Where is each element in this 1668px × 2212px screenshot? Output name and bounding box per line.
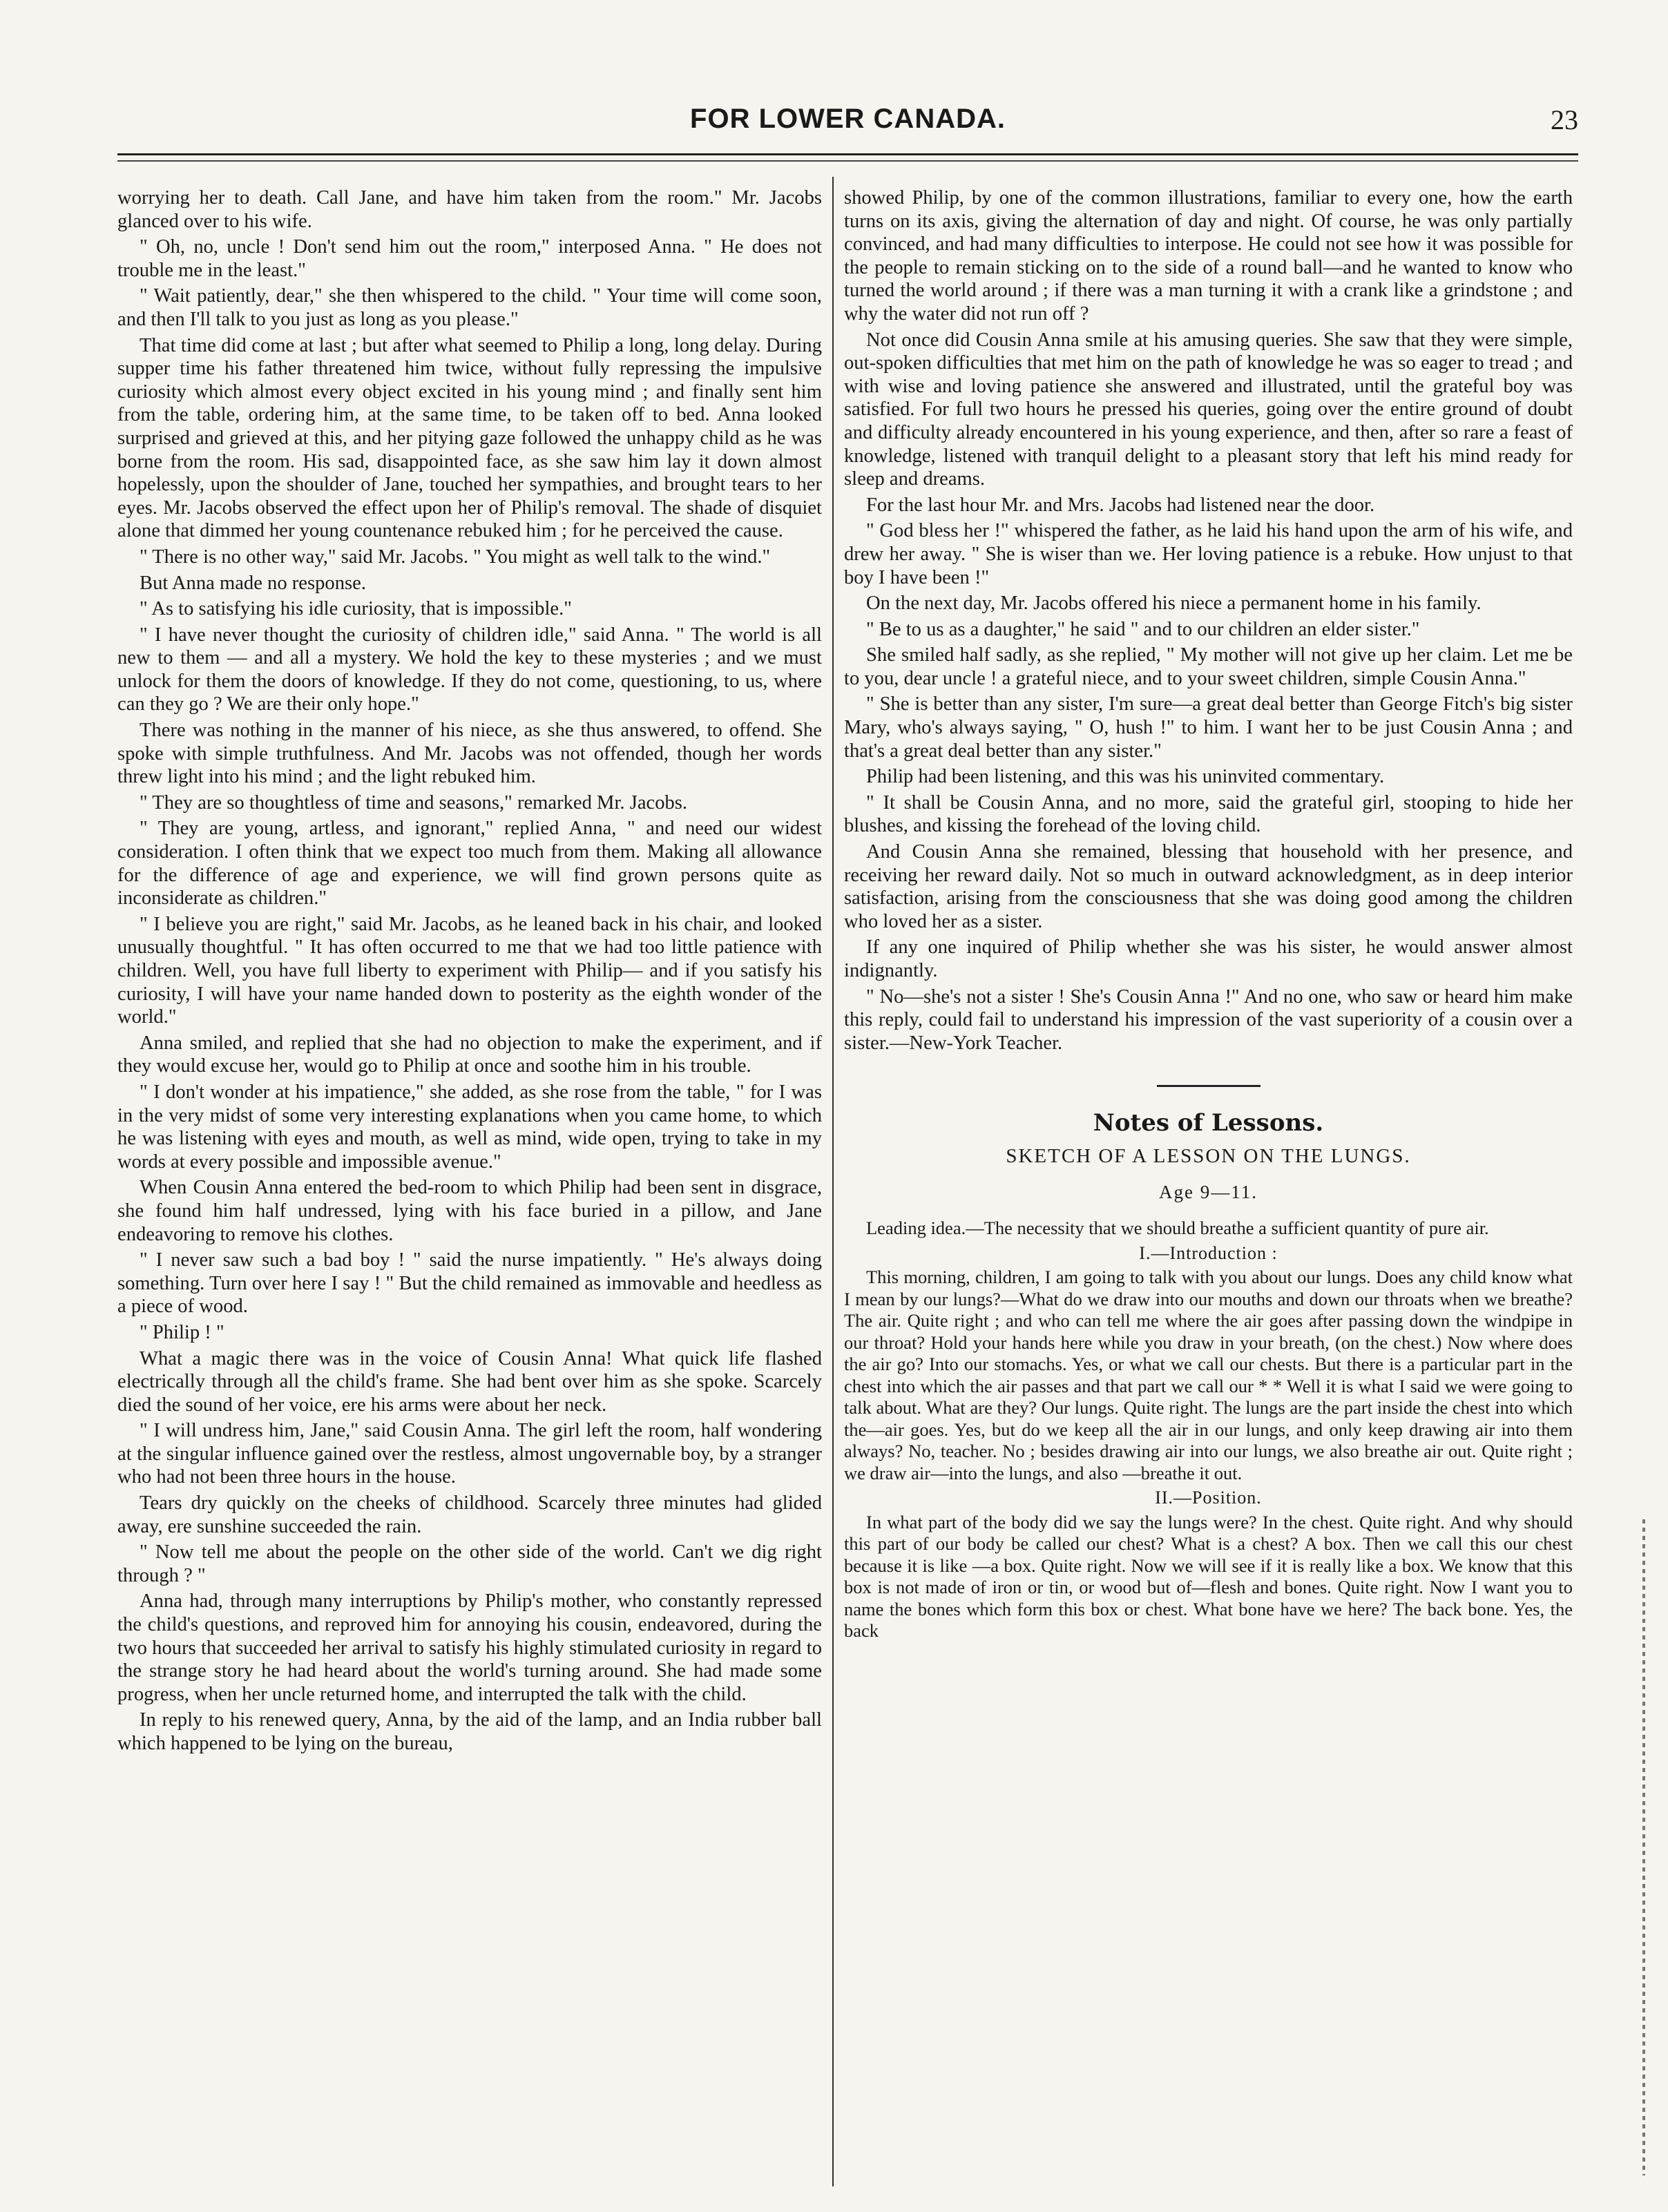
leading-idea: Leading idea.—The necessity that we should breathe a sufficient quantity of pure air. [866, 1218, 1489, 1239]
column-divider [832, 177, 834, 2186]
paragraph: " She is better than any sister, I'm sure—a great deal better than George Fitch's big sister Mary, who's always saying, " O, hush !" to him. I want her to be just Cousin Anna ; and that's a great deal better than any sister." [844, 693, 1573, 762]
paragraph: Anna smiled, and replied that she had no objection to make the experiment, and if they would excuse her, would go to Philip at once and soothe him in his trouble. [117, 1032, 822, 1077]
paragraph: That time did come at last ; but after what seemed to Philip a long, long delay. During supper time his father threatened him twice, without fully repressing the impulsive curiosity which almost every object excited in his young mind ; and finally sent him from the table, ordering him, at the same time, to be taken off to bed. Anna looked surprised and grieved at this, and her pitying gaze followed the unhappy child as he was borne from the room. His sad, disappointed face, as she saw him lay it down almost hopelessly, upon the shoulder of Jane, touched her sympathies, and brought tears to her eyes. Mr. Jacobs observed the effect upon her of Philip's removal. The shade of disquiet alone that dimmed her young countenance rebuked him ; for he perceived the cause. [117, 334, 822, 542]
position-heading: II.—Position. [1155, 1488, 1262, 1508]
paragraph: " It shall be Cousin Anna, and no more, said the grateful girl, stooping to hide her blushes, and kissing the forehead of the loving child. [844, 791, 1573, 837]
paragraph: If any one inquired of Philip whether she was his sister, he would answer almost indignantly. [844, 936, 1573, 981]
paragraph: " I believe you are right," said Mr. Jacobs, as he leaned back in his chair, and looked unusually thoughtful. " It has often occurred to me that we had too little patience with children. Well, you have full liberty to experiment with Philip— and if you satisfy his curiosity, I will have your name handed down to posterity as the eighth wonder of the world." [117, 913, 822, 1028]
paragraph: She smiled half sadly, as she replied, " My mother will not give up her claim. Let me be to you, dear uncle ! a grateful niece, and to your sweet children, simple Cousin Anna." [844, 644, 1573, 689]
paragraph: " I don't wonder at his impatience," she added, as she rose from the table, " for I was in the very midst of some very interesting explanations when you came home, to which he was listening with eyes and mouth, as well as mind, wide open, trying to take in my words at every possible and impossible avenue." [117, 1081, 822, 1173]
paragraph: " Philip ! " [140, 1321, 224, 1343]
position-text: In what part of the body did we say the lungs were? In the chest. Quite right. And why should this part of our body be called our chest? What is a chest? A box. Then we call this our chest because it is like —a box. Quite right. Now we will see if it is really like a box. We know that this box is not made of iron or tin, or wood but of—flesh and bones. Quite right. Now I want you to name the bones which form this box or chest. What bone have we here? The back bone. Yes, the back [844, 1511, 1573, 1642]
section-rule [1157, 1085, 1260, 1087]
paragraph: In reply to his renewed query, Anna, by the aid of the lamp, and an India rubber ball which happened to be lying on the bureau, [117, 1709, 822, 1754]
paragraph: worrying her to death. Call Jane, and have him taken from the room." Mr. Jacobs glanced over to his wife. [117, 187, 822, 232]
paragraph: But Anna made no response. [140, 572, 366, 594]
introduction-heading: I.—Introduction : [1139, 1242, 1278, 1263]
paragraph: " No—she's not a sister ! She's Cousin Anna !" And no one, who saw or heard him make this reply, could fail to understand his impression of the vast superiority of a cousin over a sister.—New-York Teacher. [844, 985, 1573, 1054]
paragraph: " They are young, artless, and ignorant," replied Anna, " and need our widest consideration. I often think that we expect too much from them. Making all allowance for the difference of age and experience, we will find grown persons quite as inconsiderate as children." [117, 818, 822, 910]
page-header [117, 104, 1578, 145]
lesson-age: Age 9—11. [1159, 1181, 1258, 1202]
paragraph: Philip had been listening, and this was his uninvited commentary. [866, 766, 1385, 788]
left-column [117, 186, 822, 1758]
paragraph: Tears dry quickly on the cheeks of childhood. Scarcely three minutes had glided away, ere sunshine succeeded the rain. [117, 1492, 822, 1537]
paragraph: And Cousin Anna she remained, blessing that household with her presence, and receiving her reward daily. Not so much in outward acknowledgment, as in deep interior satisfaction, arising from the consciousness that she was doing good among the children who loved her as a sister. [844, 841, 1573, 932]
paragraph: There was nothing in the manner of his niece, as she thus answered, to offend. She spoke with simple truthfulness. And Mr. Jacobs was not offended, though her words threw light into his mind ; and the light rebuked him. [117, 720, 822, 788]
paragraph: " God bless her !" whispered the father, as he laid his hand upon the arm of his wife, and drew her away. " She is wiser than we. Her loving patience is a rebuke. How unjust to that boy I have been !" [844, 520, 1573, 588]
story-continuation [844, 186, 1573, 1055]
page-number: 23 [1551, 104, 1578, 135]
paragraph: " Wait patiently, dear," she then whispered to the child. " Your time will come soon, and then I'll talk to you just as long as you please." [117, 285, 822, 330]
right-column [844, 186, 1573, 1645]
lesson-body [844, 1218, 1573, 1642]
paragraph: On the next day, Mr. Jacobs offered his niece a permanent home in his family. [866, 593, 1482, 615]
paragraph: " As to satisfying his idle curiosity, that is impossible." [140, 598, 572, 620]
paragraph: For the last hour Mr. and Mrs. Jacobs had listened near the door. [866, 494, 1375, 516]
paragraph: " Be to us as a daughter," he said " and to our children an elder sister." [866, 618, 1420, 640]
paragraph: " Now tell me about the people on the other side of the world. Can't we dig right through ? " [117, 1541, 822, 1586]
paragraph: showed Philip, by one of the common illustrations, familiar to every one, how the earth turns on its axis, giving the alternation of day and night. Of course, he was only partially convinced, and had many difficulties to interpose. He could not see how it was possible for the people to remain sticking on to the side of a round ball—and he wanted to know who turned the world around ; if there was a man turning it with a crank like a grindstone ; and why the water did not run off ? [844, 187, 1573, 325]
paragraph: " They are so thoughtless of time and seasons," remarked Mr. Jacobs. [140, 791, 688, 814]
paragraph: " There is no other way," said Mr. Jacobs. " You might as well talk to the wind." [140, 546, 771, 568]
paragraph: " I will undress him, Jane," said Cousin Anna. The girl left the room, half wondering at the singular influence gained over the restless, almost ungovernable boy, by a stranger who had not been three hours in the house. [117, 1420, 822, 1488]
introduction-text: This morning, children, I am going to talk with you about our lungs. Does any child know what I mean by our lungs?—What do we draw into our mouths and down our throats when we breathe? The air. Quite right ; and who can tell me where the air goes after passing down the windpipe in our throat? Hold your hands here while you draw in your breath, (on the chest.) Now where does the air go? Into our stomachs. Yes, or what we call our chests. But there is a particular part in the chest into which the air passes and that part we call our * * Well it is what I said we were going to talk about. What are they? Our lungs. Quite right. The lungs are the part inside the chest into which the—air goes. Yes, but do we keep all the air in our lungs, and only keep drawing air into them always? No, teacher. No ; besides drawing air into our lungs, we also breathe air out. Quite right ; we draw air—into the lungs, and also —breathe it out. [844, 1267, 1573, 1483]
lesson-title: SKETCH OF A LESSON ON THE LUNGS. [1006, 1144, 1411, 1167]
page-edge-mark [1642, 1519, 1645, 2175]
header-rule [117, 153, 1578, 155]
paragraph: Anna had, through many interruptions by Philip's mother, who constantly repressed the child's questions, and reproved him for annoying his cousin, endeavored, during the two hours that succeeded her arrival to satisfy his highly stimulated curiosity in regard to the strange story he had heard about the world's turning around. She had made some progress, when her uncle returned home, and interrupted the talk with the child. [117, 1590, 822, 1705]
paragraph: " I never saw such a bad boy ! " said the nurse impatiently. " He's always doing something. Turn over here I say ! " But the child remained as immovable and heedless as a piece of wood. [117, 1249, 822, 1318]
header-rule-thin [117, 160, 1578, 162]
paragraph: " Oh, no, uncle ! Don't send him out the room," interposed Anna. " He does not trouble me in the least." [117, 236, 822, 281]
paragraph: When Cousin Anna entered the bed-room to which Philip had been sent in disgrace, she found him half undressed, lying with his face buried in a pillow, and Jane endeavoring to remove his clothes. [117, 1177, 822, 1245]
notes-heading: Notes of Lessons. [1093, 1109, 1324, 1137]
paragraph: Not once did Cousin Anna smile at his amusing queries. She saw that they were simple, out-spoken difficulties that met him on the path of knowledge he was so eager to tread ; and with wise and loving patience she answered and illustrated, until the grateful boy was satisfied. For full two hours he pressed his queries, going over the entire ground of doubt and difficulty already encountered in his young experience, and then, after so rare a feast of knowledge, listened with tranquil delight to a pleasant story that left his mind ready for sleep and dreams. [844, 329, 1573, 490]
paragraph: " I have never thought the curiosity of children idle," said Anna. " The world is all new to them — and all a mystery. We hold the key to these mysteries ; and we must unlock for them the doors of knowledge. If they do not come, questioning, to us, where can they go ? We are their only hope." [117, 624, 822, 715]
paragraph: What a magic there was in the voice of Cousin Anna! What quick life flashed electrically through all the child's frame. She had bent over him as she spoke. Scarcely died the sound of her voice, ere his arms were about her neck. [117, 1347, 822, 1416]
running-title: FOR LOWER CANADA. [690, 104, 1006, 134]
